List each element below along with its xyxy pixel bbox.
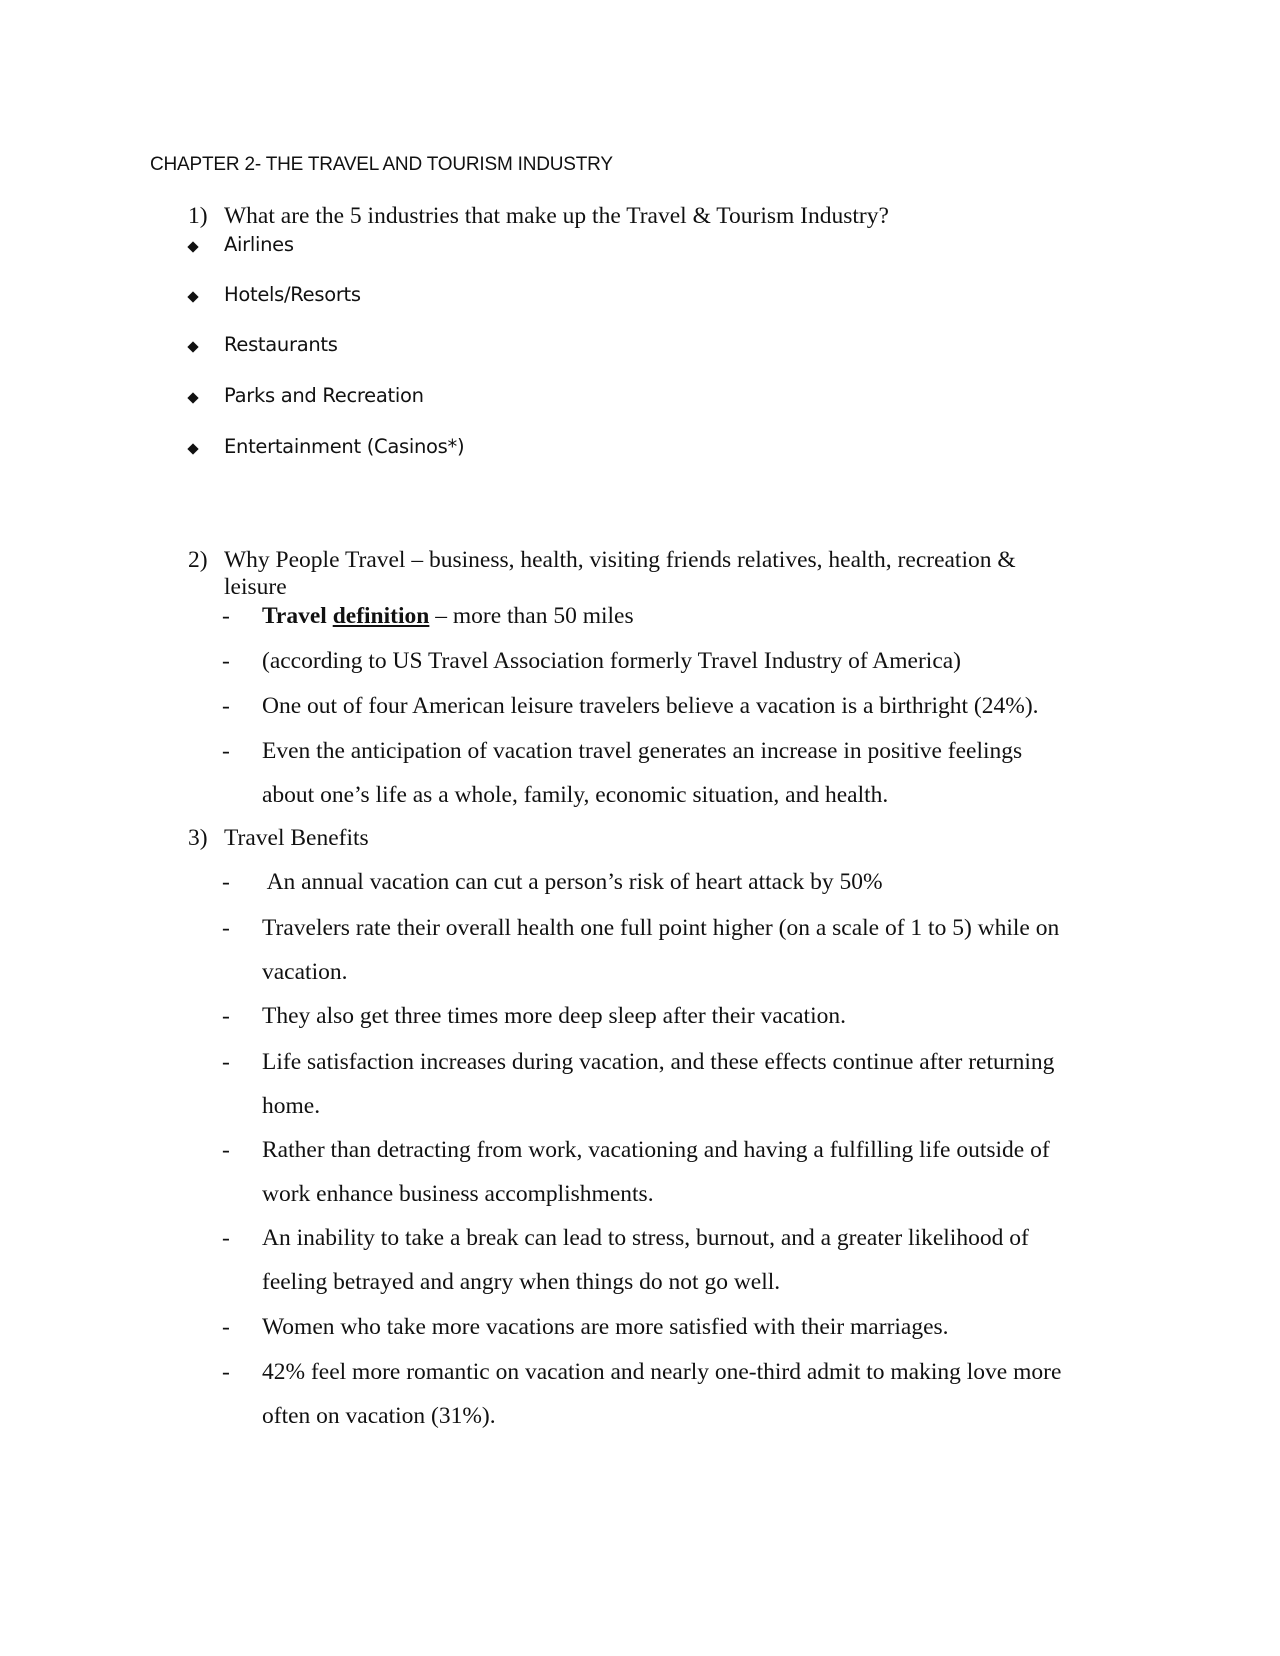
q3-number: 3) xyxy=(188,825,208,851)
definition-word: definition xyxy=(332,603,430,629)
q3-item-continuation: work enhance business accomplishments. xyxy=(262,1181,654,1207)
q1-bullet-item: Parks and Recreation xyxy=(224,384,424,407)
q1-number: 1) xyxy=(188,203,208,229)
q3-item: An inability to take a break can lead to stress, burnout, and a greater likelihood of xyxy=(262,1225,1029,1251)
q3-heading: Travel Benefits xyxy=(224,825,369,851)
dash-bullet: - xyxy=(222,1137,230,1163)
dash-bullet: - xyxy=(222,1049,230,1075)
q2-item: Even the anticipation of vacation travel generates an increase in positive feelings xyxy=(262,738,1023,764)
q2-item-continuation: about one’s life as a whole, family, economic situation, and health. xyxy=(262,782,889,808)
q3-item: 42% feel more romantic on vacation and nearly one-third admit to making love more xyxy=(262,1359,1062,1385)
dash-bullet: - xyxy=(222,1003,230,1029)
definition-term: Travel xyxy=(262,603,327,629)
q1-bullet-item: Hotels/Resorts xyxy=(224,283,361,306)
dash-bullet: - xyxy=(222,869,230,895)
diamond-bullet-icon xyxy=(187,291,198,302)
q2-heading-line1: Why People Travel – business, health, visiting friends relatives, health, recreation & xyxy=(224,547,1016,573)
q3-item: Life satisfaction increases during vacation, and these effects continue after returning xyxy=(262,1049,1055,1075)
q2-heading-line2: leisure xyxy=(224,574,287,600)
q1-bullet-item: Restaurants xyxy=(224,333,338,356)
q1-bullet-item: Entertainment (Casinos*) xyxy=(224,435,465,458)
q3-item: An annual vacation can cut a person’s risk of heart attack by 50% xyxy=(262,869,883,895)
definition-text: – more than 50 miles xyxy=(429,603,634,629)
q2-number: 2) xyxy=(188,547,208,573)
diamond-bullet-icon xyxy=(187,241,198,252)
diamond-bullet-icon xyxy=(187,341,198,352)
q2-item: (according to US Travel Association formerly Travel Industry of America) xyxy=(262,648,962,674)
travel-definition-item xyxy=(262,603,634,630)
diamond-bullet-icon xyxy=(187,392,198,403)
dash-bullet: - xyxy=(222,738,230,764)
q3-item-continuation: feeling betrayed and angry when things do not go well. xyxy=(262,1269,781,1295)
q2-item: One out of four American leisure travelers believe a vacation is a birthright (24%). xyxy=(262,693,1039,719)
dash-bullet: - xyxy=(222,1359,230,1385)
dash-bullet: - xyxy=(222,693,230,719)
q3-item: Rather than detracting from work, vacationing and having a fulfilling life outside of xyxy=(262,1137,1050,1163)
q3-item: Women who take more vacations are more satisfied with their marriages. xyxy=(262,1314,949,1340)
q3-item: Travelers rate their overall health one full point higher (on a scale of 1 to 5) while on xyxy=(262,915,1060,941)
dash-bullet: - xyxy=(222,1225,230,1251)
dash-bullet: - xyxy=(222,1314,230,1340)
q1-question: What are the 5 industries that make up the Travel & Tourism Industry? xyxy=(224,203,889,229)
dash-bullet: - xyxy=(222,915,230,941)
dash-bullet: - xyxy=(222,603,230,629)
diamond-bullet-icon xyxy=(187,443,198,454)
chapter-title: CHAPTER 2- THE TRAVEL AND TOURISM INDUSTRY xyxy=(150,154,613,175)
q3-item-continuation: often on vacation (31%). xyxy=(262,1403,496,1429)
q3-item-continuation: home. xyxy=(262,1093,321,1119)
q3-item: They also get three times more deep sleep after their vacation. xyxy=(262,1003,846,1029)
dash-bullet: - xyxy=(222,648,230,674)
q3-item-continuation: vacation. xyxy=(262,959,348,985)
q1-bullet-item: Airlines xyxy=(224,233,294,256)
